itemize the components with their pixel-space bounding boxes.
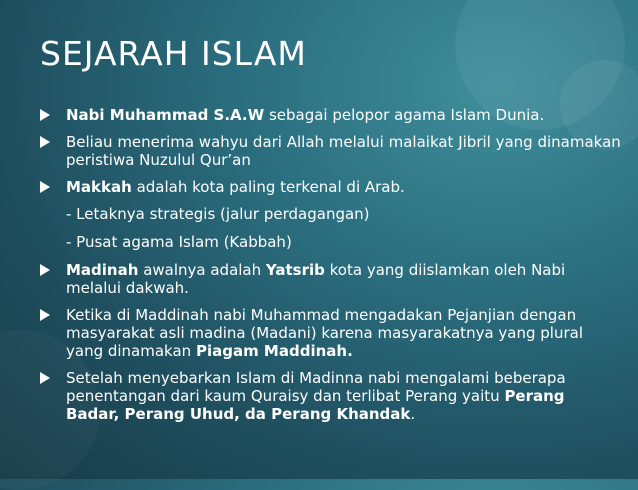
bullet-text: Beliau menerima wahyu dari Allah melalui malaikat Jibril yang dinamakan peristiwa Nuzulul Qur’an — [66, 133, 621, 169]
bullet-text: kota yang diislamkan oleh Nabi melalui dakwah. — [66, 261, 566, 297]
arrow-bullet-icon — [40, 264, 50, 276]
arrow-bullet-icon — [40, 136, 50, 148]
bullet-text: . — [410, 405, 416, 423]
bullet-bold-text: Piagam Maddinah. — [195, 342, 353, 360]
bullet-text: Ketika di Maddinah nabi Muhammad mengadakan Pejanjian dengan masyarakat asli madina (Madani) karena masyarakatnya yang plural yang dinamakan — [66, 306, 583, 360]
arrow-bullet-icon — [40, 372, 50, 384]
bullet-item — [38, 306, 623, 360]
bullet-bold-text: Yatsrib — [265, 261, 325, 279]
slide-title: SEJARAH ISLAM — [40, 34, 307, 73]
arrow-bullet-icon — [40, 109, 50, 121]
bullet-item — [38, 178, 623, 196]
bullet-text: awalnya adalah — [138, 261, 266, 279]
sub-item-text: - Pusat agama Islam (Kabbah) — [66, 233, 292, 251]
bullet-bold-text: Madinah — [66, 261, 139, 279]
bullet-list — [38, 106, 623, 432]
bullet-bold-text: Perang Badar, Perang Uhud, da Perang Khandak — [66, 387, 565, 423]
sub-item — [38, 205, 623, 223]
bullet-text: sebagai pelopor agama Islam Dunia. — [264, 106, 545, 124]
bullet-text: Setelah menyebarkan Islam di Madinna nabi mengalami beberapa penentangan dari kaum Quraisy dan terlibat Perang yaitu — [66, 369, 566, 405]
sub-item-text: - Letaknya strategis (jalur perdagangan) — [66, 205, 370, 223]
bullet-item — [38, 106, 623, 124]
bullet-bold-text: Makkah — [66, 178, 132, 196]
bullet-bold-text: Nabi Muhammad S.A.W — [66, 106, 265, 124]
bullet-item — [38, 369, 623, 423]
bullet-text: adalah kota paling terkenal di Arab. — [131, 178, 405, 196]
bullet-item — [38, 261, 623, 297]
sub-item — [38, 233, 623, 251]
bullet-item — [38, 133, 623, 169]
arrow-bullet-icon — [40, 181, 50, 193]
arrow-bullet-icon — [40, 309, 50, 321]
